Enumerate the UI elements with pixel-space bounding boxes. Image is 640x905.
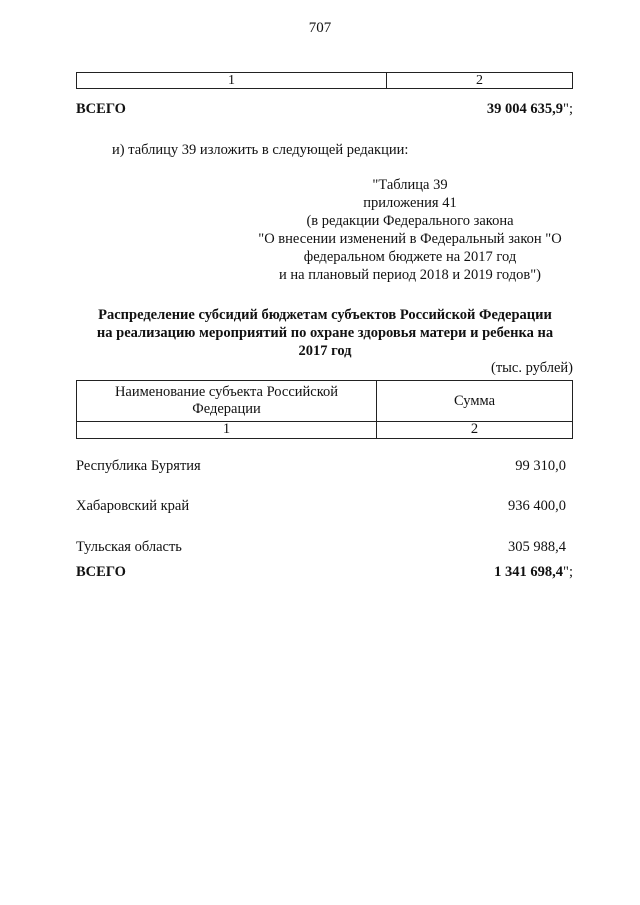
reference-line: федеральном бюджете на 2017 год [303, 249, 517, 265]
table-title [70, 306, 580, 360]
region-amount: 305 988,4 [508, 539, 566, 555]
reference-line: "Таблица 39 [372, 177, 448, 193]
reference-line: приложения 41 [363, 195, 457, 211]
region-name: Республика Бурятия [76, 458, 201, 474]
region-name: Тульская область [76, 539, 182, 555]
column-number-2: 2 [476, 73, 483, 88]
column-number-1: 1 [77, 422, 377, 438]
reference-line: (в редакции Федерального закона [306, 213, 514, 229]
previous-table-column-numbers [76, 72, 573, 89]
title-line: Распределение субсидий бюджетам субъектов Российской Федерации [98, 307, 552, 323]
region-amount: 936 400,0 [508, 498, 566, 514]
header-amount: Сумма [453, 392, 496, 409]
column-number-1: 1 [77, 73, 387, 88]
previous-table-total-row [76, 101, 573, 118]
previous-total-value: 39 004 635,9 [486, 101, 564, 117]
title-line: 2017 год [298, 343, 352, 359]
column-number-2: 2 [470, 421, 479, 437]
amendment-instruction: и) таблицу 39 изложить в следующей редакции: [112, 142, 409, 158]
title-line: на реализацию мероприятий по охране здоровья матери и ребенка на [96, 325, 554, 341]
previous-total-value-wrap [487, 101, 573, 118]
table-row [76, 539, 566, 556]
reference-line: "О внесении изменений в Федеральный закон "О [258, 231, 562, 247]
total-value: 1 341 698,4 [494, 564, 564, 580]
region-name: Хабаровский край [76, 498, 190, 514]
page-number: 707 [308, 20, 332, 36]
table-reference-block [240, 176, 580, 284]
previous-total-label: ВСЕГО [76, 101, 126, 117]
region-amount: 99 310,0 [515, 458, 566, 474]
total-value-wrap [494, 564, 573, 581]
total-suffix: "; [563, 564, 573, 580]
table-row [76, 498, 566, 515]
header-region-name: Наименование субъекта Российской Федерации [77, 381, 377, 421]
total-label: ВСЕГО [76, 564, 126, 580]
table-column-number-row [77, 421, 572, 438]
table-header-row [77, 381, 572, 421]
previous-total-suffix: "; [563, 101, 573, 117]
subsidy-table-header [76, 380, 573, 439]
table-total-row [76, 564, 573, 581]
units-label: (тыс. рублей) [491, 360, 573, 376]
table-row [76, 458, 566, 475]
reference-line: и на плановый период 2018 и 2019 годов") [279, 267, 541, 283]
